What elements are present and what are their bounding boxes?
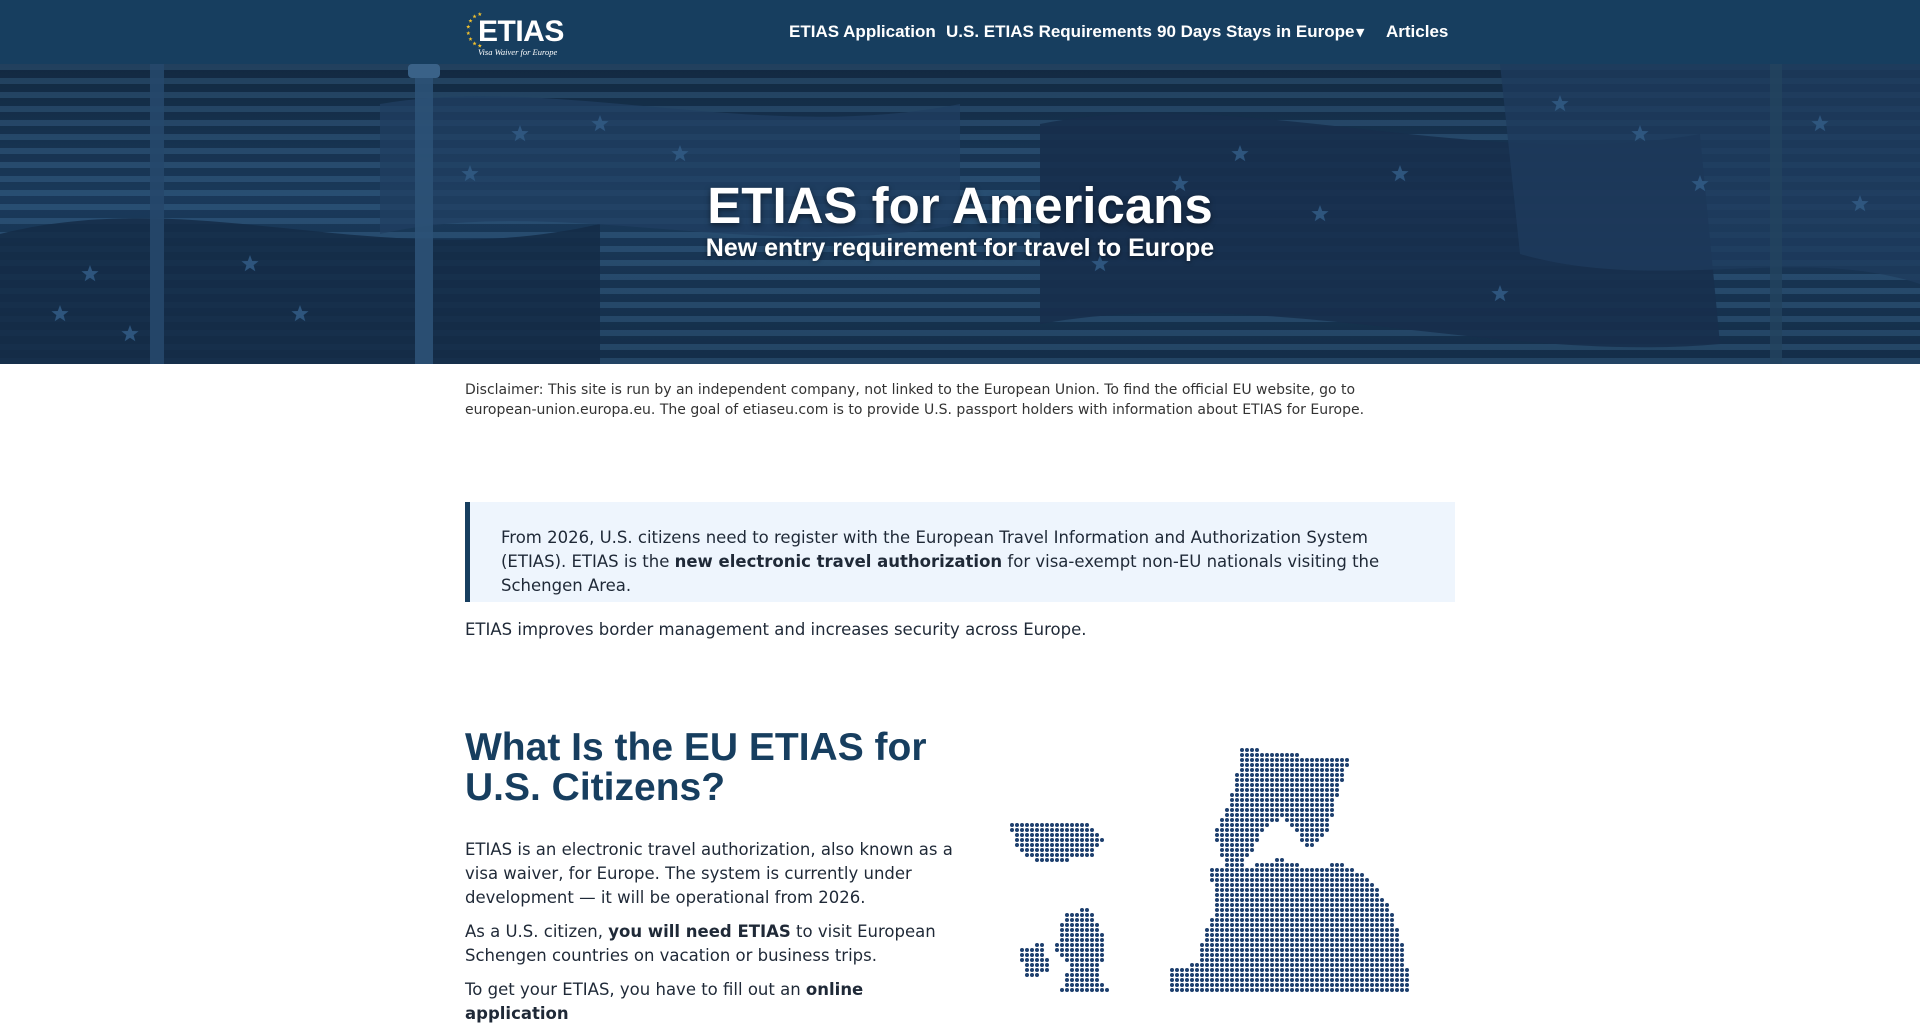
hero-banner [0,64,1920,364]
site-header [0,0,1920,64]
p3-text-start: To get your ETIAS, you have to fill out an [465,980,806,999]
lead-paragraph: ETIAS improves border management and increases security across Europe. [465,620,1087,639]
europe-dot-map [1010,748,1410,993]
callout-text-start: From 2026, U.S. citizens need to register with the European Travel Information and Authorization System (ETIAS). ETIAS is the [501,528,1368,571]
nav-etias-application[interactable]: ETIAS Application [789,22,936,41]
p2-highlight: you will need ETIAS [608,922,791,941]
section-paragraph-2 [465,920,955,968]
section-paragraph-1: ETIAS is an electronic travel authorization, also known as a visa waiver, for Europe. The system is currently under development — it will be operational from 2026. [465,840,953,907]
hero-subtitle: New entry requirement for travel to Europe [705,234,1215,262]
logo-wordmark: ETIAS [478,15,564,48]
p3-link-online-application[interactable]: online application [465,980,864,1023]
nav-90-days-stays[interactable]: 90 Days Stays in Europe [1157,22,1355,41]
logo-tagline: Visa Waiver for Europe [478,47,558,57]
callout-highlight: new electronic travel authorization [674,552,1003,571]
section-heading: What Is the EU ETIAS for U.S. Citizens? [465,726,927,809]
main-navigation [0,0,1920,64]
nav-articles[interactable]: Articles [1386,22,1449,41]
nav-us-etias-requirements[interactable]: U.S. ETIAS Requirements [946,22,1152,41]
caret-down-icon[interactable]: ▼ [1356,26,1365,39]
disclaimer-text: Disclaimer: This site is run by an independent company, not linked to the European Union. To find the official EU website, go to european-union.europa.eu. The goal of etiaseu.com is to provide U.S. passport holders with information about ETIAS for Europe. [465,382,1365,418]
section-paragraph-3 [465,978,955,1026]
callout-text-end: for visa-exempt non-EU nationals visiting the Schengen Area. [501,552,1380,595]
info-callout [465,502,1455,602]
hero-title: ETIAS for Americans [707,177,1213,235]
p2-text-end: to visit European Schengen countries on vacation or business trips. [465,922,936,965]
p2-text-start: As a U.S. citizen, [465,922,609,941]
